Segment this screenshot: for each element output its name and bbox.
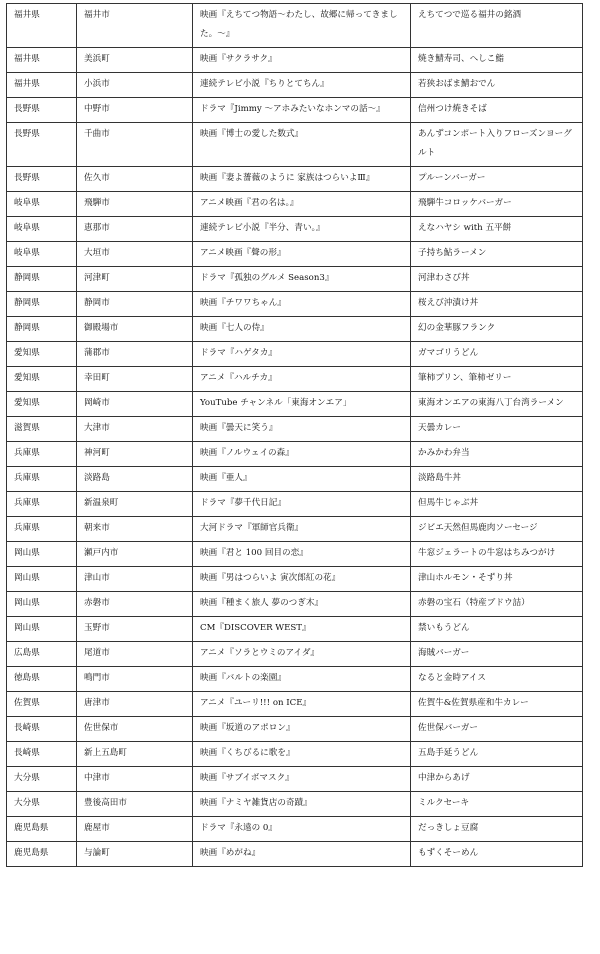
cell-food: だっきしょ豆腐 — [411, 817, 583, 842]
cell-city: 美浜町 — [77, 48, 193, 73]
table-row — [7, 292, 583, 317]
cell-food: 幻の金華豚フランク — [411, 317, 583, 342]
cell-food: あんずコンポート入りフローズンヨーグルト — [411, 123, 583, 167]
cell-food: 河津わさび丼 — [411, 267, 583, 292]
table-row — [7, 792, 583, 817]
cell-work: CM『DISCOVER WEST』 — [193, 617, 411, 642]
table-row — [7, 392, 583, 417]
cell-prefecture: 広島県 — [7, 642, 77, 667]
cell-work: ドラマ『Jimmy ～アホみたいなホンマの話～』 — [193, 98, 411, 123]
cell-work: 映画『サブイボマスク』 — [193, 767, 411, 792]
cell-city: 鹿屋市 — [77, 817, 193, 842]
cell-food: 中津からあげ — [411, 767, 583, 792]
cell-work: 映画『くちびるに歌を』 — [193, 742, 411, 767]
table-row — [7, 242, 583, 267]
cell-city: 神河町 — [77, 442, 193, 467]
cell-food: 子持ち鮎ラーメン — [411, 242, 583, 267]
cell-food: 信州つけ焼きそば — [411, 98, 583, 123]
cell-city: 大津市 — [77, 417, 193, 442]
cell-city: 朝来市 — [77, 517, 193, 542]
cell-prefecture: 兵庫県 — [7, 467, 77, 492]
cell-prefecture: 静岡県 — [7, 317, 77, 342]
cell-food: 五島手延うどん — [411, 742, 583, 767]
cell-work: ドラマ『孤独のグルメ Season3』 — [193, 267, 411, 292]
cell-food: プルーンバーガー — [411, 167, 583, 192]
table-row — [7, 417, 583, 442]
cell-work: 映画『えちてつ物語～わたし、故郷に帰ってきました。～』 — [193, 4, 411, 48]
cell-prefecture: 愛知県 — [7, 367, 77, 392]
cell-work: 映画『サクラサク』 — [193, 48, 411, 73]
cell-work: 映画『七人の侍』 — [193, 317, 411, 342]
locations-table — [6, 3, 583, 867]
table-row — [7, 667, 583, 692]
cell-work: 大河ドラマ『軍師官兵衛』 — [193, 517, 411, 542]
cell-work: アニメ『ユーリ!!! on ICE』 — [193, 692, 411, 717]
table-row — [7, 492, 583, 517]
cell-city: 幸田町 — [77, 367, 193, 392]
cell-city: 鳴門市 — [77, 667, 193, 692]
table-row — [7, 167, 583, 192]
cell-food: 禁いもうどん — [411, 617, 583, 642]
cell-city: 小浜市 — [77, 73, 193, 98]
cell-prefecture: 長崎県 — [7, 717, 77, 742]
table-row — [7, 617, 583, 642]
table-row — [7, 73, 583, 98]
table-row — [7, 217, 583, 242]
table-row — [7, 567, 583, 592]
cell-work: ドラマ『ハゲタカ』 — [193, 342, 411, 367]
cell-city: 飛騨市 — [77, 192, 193, 217]
cell-work: アニメ『ハルチカ』 — [193, 367, 411, 392]
cell-food: ジビエ天然但馬鹿肉ソーセージ — [411, 517, 583, 542]
cell-prefecture: 長野県 — [7, 123, 77, 167]
cell-work: 映画『博士の愛した数式』 — [193, 123, 411, 167]
cell-work: 映画『君と 100 回目の恋』 — [193, 542, 411, 567]
cell-city: 津山市 — [77, 567, 193, 592]
cell-city: 大垣市 — [77, 242, 193, 267]
cell-prefecture: 福井県 — [7, 4, 77, 48]
cell-city: 御殿場市 — [77, 317, 193, 342]
cell-food: 牛窓ジェラートの牛窓はちみつがけ — [411, 542, 583, 567]
cell-city: 岡崎市 — [77, 392, 193, 417]
cell-work: 映画『坂道のアポロン』 — [193, 717, 411, 742]
table-row — [7, 692, 583, 717]
cell-work: 連続テレビ小説『半分、青い。』 — [193, 217, 411, 242]
table-row — [7, 542, 583, 567]
table-row — [7, 48, 583, 73]
cell-prefecture: 鹿児島県 — [7, 817, 77, 842]
cell-prefecture: 岡山県 — [7, 542, 77, 567]
cell-prefecture: 兵庫県 — [7, 517, 77, 542]
cell-prefecture: 静岡県 — [7, 267, 77, 292]
cell-work: アニメ映画『聲の形』 — [193, 242, 411, 267]
cell-food: もずくそーめん — [411, 842, 583, 867]
table-row — [7, 192, 583, 217]
cell-prefecture: 静岡県 — [7, 292, 77, 317]
cell-city: 佐久市 — [77, 167, 193, 192]
cell-city: 赤磐市 — [77, 592, 193, 617]
cell-work: 映画『バルトの楽園』 — [193, 667, 411, 692]
cell-food: 東海オンエアの東海八丁台湾ラーメン — [411, 392, 583, 417]
cell-food: 津山ホルモン・そずり丼 — [411, 567, 583, 592]
cell-food: ガマゴリうどん — [411, 342, 583, 367]
cell-city: 新上五島町 — [77, 742, 193, 767]
cell-city: 福井市 — [77, 4, 193, 48]
cell-prefecture: 愛知県 — [7, 342, 77, 367]
cell-work: 映画『男はつらいよ 寅次郎紅の花』 — [193, 567, 411, 592]
cell-food: 桜えび沖漬け丼 — [411, 292, 583, 317]
cell-work: 映画『亜人』 — [193, 467, 411, 492]
table-row — [7, 717, 583, 742]
cell-city: 玉野市 — [77, 617, 193, 642]
cell-prefecture: 福井県 — [7, 73, 77, 98]
cell-food: 若狭おばま鯖おでん — [411, 73, 583, 98]
cell-city: 蒲郡市 — [77, 342, 193, 367]
cell-prefecture: 兵庫県 — [7, 492, 77, 517]
cell-prefecture: 鹿児島県 — [7, 842, 77, 867]
cell-food: 飛騨牛コロッケバーガー — [411, 192, 583, 217]
cell-prefecture: 大分県 — [7, 792, 77, 817]
table-row — [7, 4, 583, 48]
table-row — [7, 467, 583, 492]
table-row — [7, 517, 583, 542]
table-row — [7, 367, 583, 392]
cell-city: 豊後高田市 — [77, 792, 193, 817]
cell-work: アニメ『ソラとウミのアイダ』 — [193, 642, 411, 667]
cell-prefecture: 岐阜県 — [7, 192, 77, 217]
cell-work: 連続テレビ小説『ちりとてちん』 — [193, 73, 411, 98]
cell-prefecture: 岡山県 — [7, 592, 77, 617]
cell-prefecture: 岡山県 — [7, 617, 77, 642]
cell-prefecture: 長野県 — [7, 167, 77, 192]
cell-food: 佐賀牛&佐賀県産和牛カレー — [411, 692, 583, 717]
cell-food: 佐世保バーガー — [411, 717, 583, 742]
table-row — [7, 592, 583, 617]
cell-food: 筆柿プリン、筆柿ゼリー — [411, 367, 583, 392]
cell-city: 佐世保市 — [77, 717, 193, 742]
table-row — [7, 767, 583, 792]
cell-prefecture: 愛知県 — [7, 392, 77, 417]
cell-city: 河津町 — [77, 267, 193, 292]
cell-food: 赤磐の宝石（特産ブドウ詰） — [411, 592, 583, 617]
cell-city: 新温泉町 — [77, 492, 193, 517]
cell-food: 但馬牛じゃぶ丼 — [411, 492, 583, 517]
cell-prefecture: 大分県 — [7, 767, 77, 792]
cell-food: えちてつで巡る福井の銘酒 — [411, 4, 583, 48]
cell-food: 淡路島牛丼 — [411, 467, 583, 492]
cell-work: 映画『曇天に笑う』 — [193, 417, 411, 442]
cell-city: 唐津市 — [77, 692, 193, 717]
cell-food: えなハヤシ with 五平餅 — [411, 217, 583, 242]
cell-food: ミルクセーキ — [411, 792, 583, 817]
cell-city: 千曲市 — [77, 123, 193, 167]
cell-food: 焼き鯖寿司、へしこ鮨 — [411, 48, 583, 73]
cell-food: 海賊バーガー — [411, 642, 583, 667]
table-row — [7, 742, 583, 767]
table-row — [7, 123, 583, 167]
cell-prefecture: 岐阜県 — [7, 242, 77, 267]
cell-work: ドラマ『永遠の 0』 — [193, 817, 411, 842]
cell-prefecture: 岡山県 — [7, 567, 77, 592]
cell-prefecture: 兵庫県 — [7, 442, 77, 467]
cell-work: 映画『ノルウェイの森』 — [193, 442, 411, 467]
table-row — [7, 342, 583, 367]
cell-work: YouTube チャンネル「東海オンエア」 — [193, 392, 411, 417]
table-row — [7, 642, 583, 667]
table-row — [7, 817, 583, 842]
cell-prefecture: 長野県 — [7, 98, 77, 123]
table-row — [7, 842, 583, 867]
cell-work: 映画『めがね』 — [193, 842, 411, 867]
table-row — [7, 442, 583, 467]
cell-work: 映画『チワワちゃん』 — [193, 292, 411, 317]
table-row — [7, 98, 583, 123]
cell-city: 与論町 — [77, 842, 193, 867]
cell-prefecture: 佐賀県 — [7, 692, 77, 717]
table-body — [7, 4, 583, 867]
cell-food: かみかわ弁当 — [411, 442, 583, 467]
cell-work: アニメ映画『君の名は。』 — [193, 192, 411, 217]
cell-food: なると金時アイス — [411, 667, 583, 692]
cell-city: 尾道市 — [77, 642, 193, 667]
cell-city: 中野市 — [77, 98, 193, 123]
cell-work: 映画『種まく旅人 夢のつぎ木』 — [193, 592, 411, 617]
cell-city: 恵那市 — [77, 217, 193, 242]
cell-city: 瀬戸内市 — [77, 542, 193, 567]
cell-work: 映画『ナミヤ雑貨店の奇蹟』 — [193, 792, 411, 817]
cell-work: 映画『妻よ薔薇のように 家族はつらいよⅢ』 — [193, 167, 411, 192]
cell-prefecture: 福井県 — [7, 48, 77, 73]
cell-work: ドラマ『夢千代日記』 — [193, 492, 411, 517]
table-row — [7, 317, 583, 342]
cell-food: 天曇カレー — [411, 417, 583, 442]
cell-city: 中津市 — [77, 767, 193, 792]
table-row — [7, 267, 583, 292]
cell-prefecture: 滋賀県 — [7, 417, 77, 442]
cell-prefecture: 長崎県 — [7, 742, 77, 767]
cell-prefecture: 岐阜県 — [7, 217, 77, 242]
cell-city: 淡路島 — [77, 467, 193, 492]
cell-prefecture: 徳島県 — [7, 667, 77, 692]
cell-city: 静岡市 — [77, 292, 193, 317]
